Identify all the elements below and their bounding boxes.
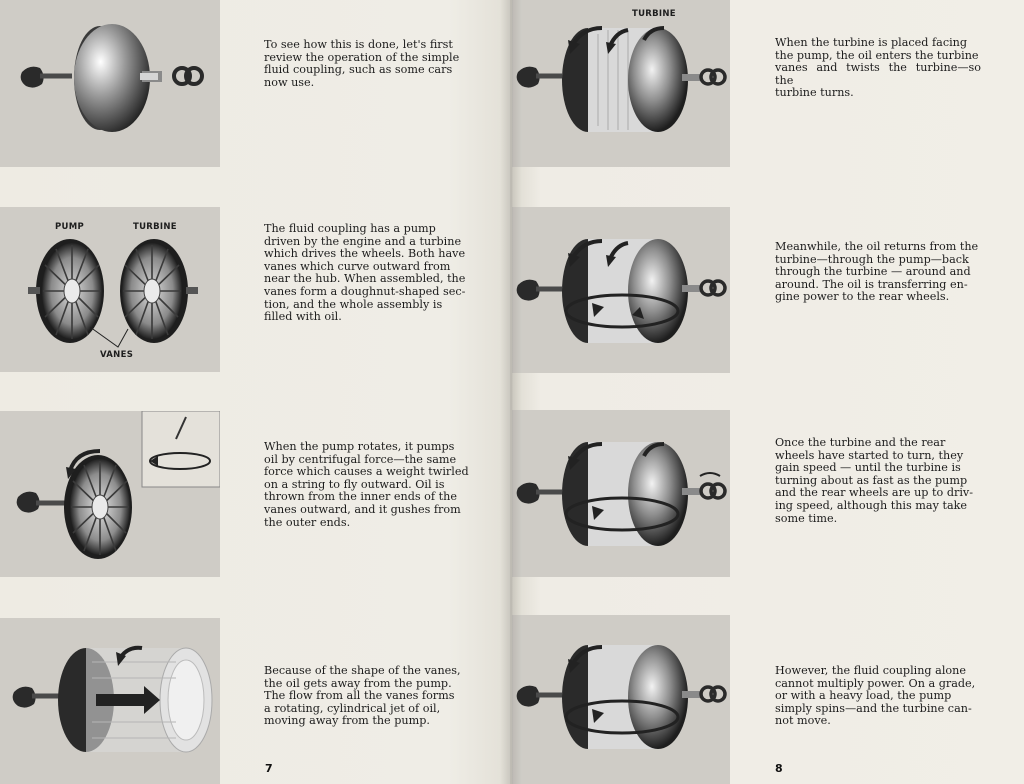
figure-pump-turbine: [0, 207, 220, 372]
left-section-1-text: To see how this is done, let's first review the operation of the simple fluid coupling, such as some cars now use.: [264, 38, 460, 89]
figure-turbine-turning: [512, 410, 730, 577]
figure-cylindrical-jet: [0, 618, 220, 784]
right-section-4-text: However, the fluid coupling alone cannot multiply power. On a grade, or with a heavy load, the pump simply spins—and the turbine can- not move.: [775, 664, 976, 728]
left-page-number: 7: [265, 762, 273, 775]
right-page-number: 8: [775, 762, 783, 775]
right-section-3-text: Once the turbine and the rear wheels have started to turn, they gain speed — until the turbine is turning about as fast as the pump and the rear wheels are up to driv- ing speed, although this may take some time.: [775, 436, 974, 525]
figure-turbine-facing-pump: [512, 0, 730, 167]
right-section-2-text: Meanwhile, the oil returns from the turbine—through the pump—back through the turbine — around and around. The oil is transferring en- gine power to the rear wheels.: [775, 240, 979, 304]
turbine-label: TURBINE: [133, 222, 177, 232]
right-section-1-text: When the turbine is placed facing the pump, the oil enters the turbine vanes and twists the turbine—so the turbine turns.: [775, 36, 981, 100]
left-section-2-text: The fluid coupling has a pump driven by the engine and a turbine which drives the wheels. Both have vanes which curve outward from near the hub. When assembled, the vanes form a doughnut-shaped sec- tion, and the whole assembly is filled with oil.: [264, 222, 466, 324]
figure-pump-rotating: [0, 411, 220, 577]
right-page: [510, 0, 1024, 784]
turbine-label-right: TURBINE: [632, 9, 676, 19]
pump-label: PUMP: [55, 222, 85, 232]
figure-pump-spins: [512, 615, 730, 784]
left-page: [0, 0, 510, 784]
figure-oil-returns: [512, 207, 730, 373]
figure-closed-coupling: [0, 0, 220, 167]
left-section-4-text: Because of the shape of the vanes, the oil gets away from the pump. The flow from all the vanes forms a rotating, cylindrical jet of oil, moving away from the pump.: [264, 664, 461, 728]
left-section-3-text: When the pump rotates, it pumps oil by centrifugal force—the same force which causes a weight twirled on a string to fly outward. Oil is thrown from the inner ends of the vanes outward, and it gushes from the outer ends.: [264, 440, 469, 529]
vanes-label: VANES: [100, 350, 134, 360]
book-gutter: [500, 0, 522, 784]
